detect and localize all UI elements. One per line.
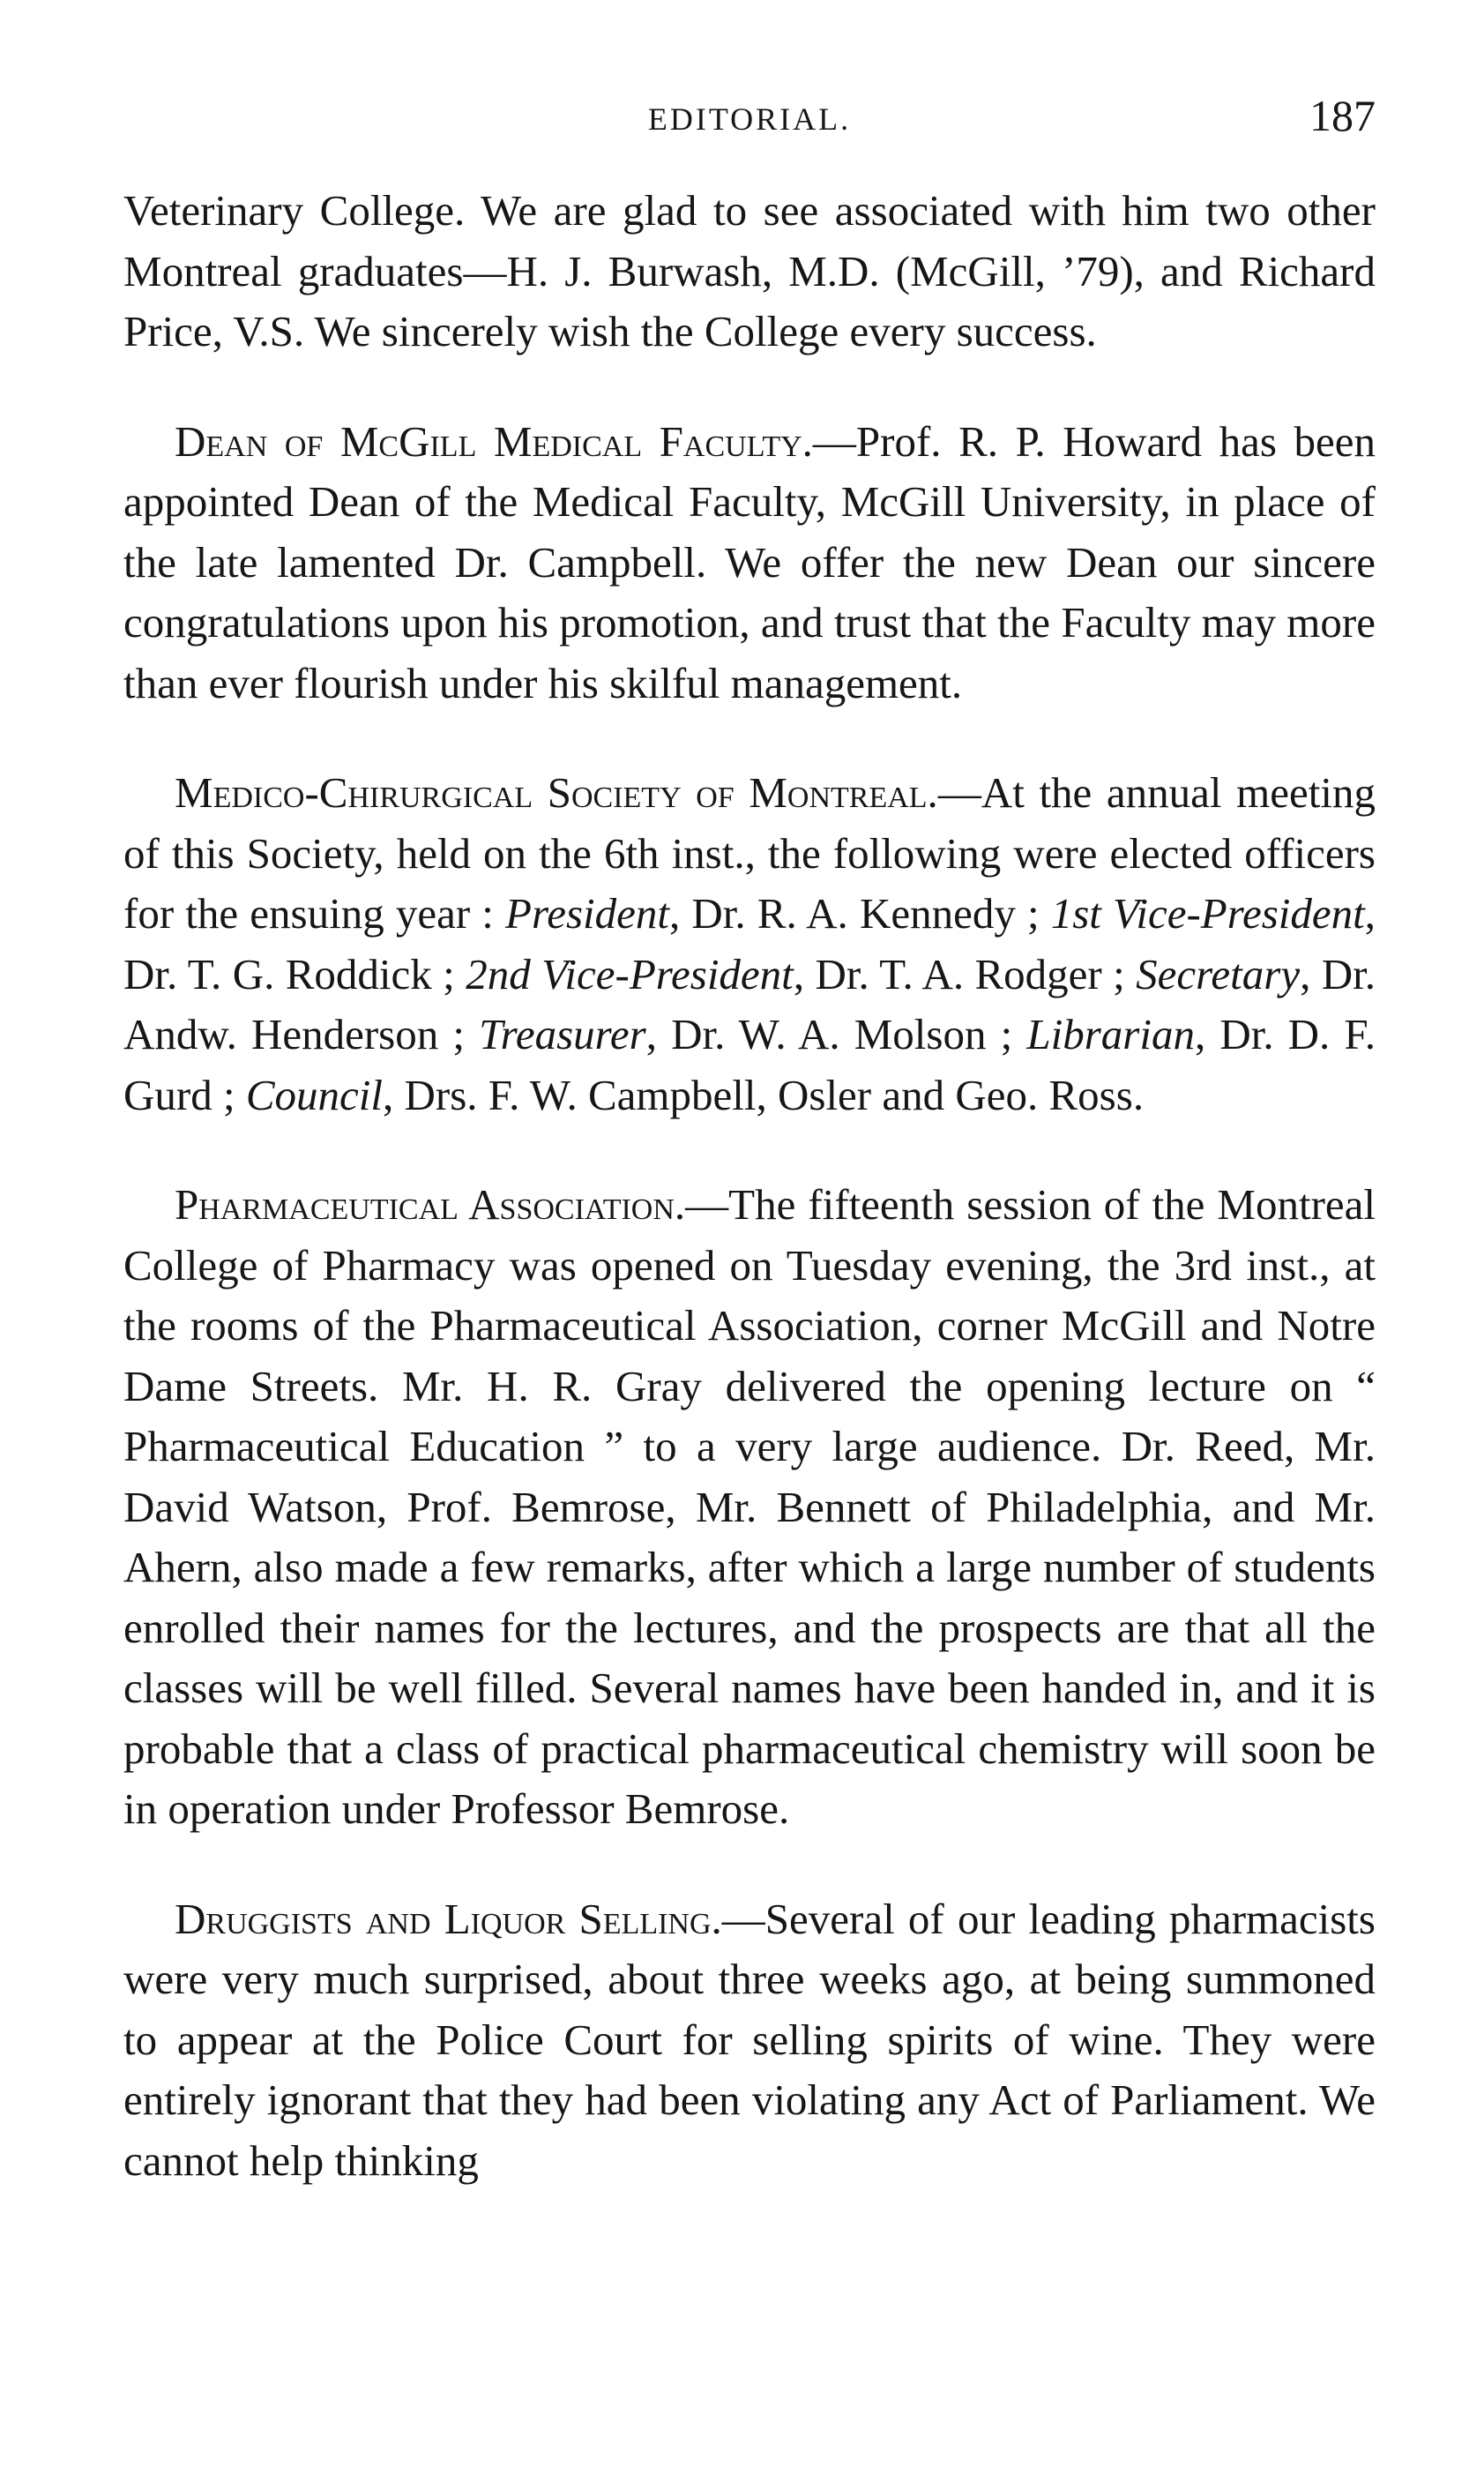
paragraph-text: —At the annual meeting of this Society, held on the 6th inst., the following were elected officers for the ensuing year :: [123, 768, 1376, 938]
officer-title-1st-vice-president: 1st Vice-President: [1050, 889, 1365, 938]
officer-title-2nd-vice-president: 2nd Vice-President: [466, 949, 794, 998]
officer-title-librarian: Librarian: [1026, 1010, 1195, 1058]
paragraph-druggists-liquor-selling: [123, 1889, 1376, 2192]
page-number: 187: [1309, 91, 1376, 140]
officer-title-council: Council: [245, 1070, 383, 1119]
editorial-body: [123, 181, 1376, 2191]
running-head: EDITORIAL.: [647, 101, 852, 137]
officer-name: , Dr. W. A. Molson ;: [645, 1010, 1027, 1058]
officer-name: , Dr. Andw. Henderson ;: [123, 949, 1376, 1058]
officer-title-secretary: Secretary: [1136, 949, 1301, 998]
paragraph-text: —The fifteenth session of the Montreal College of Pharmacy was opened on Tuesday evening, the 3rd inst., at the rooms of the Pharmaceutical Association, corner McGill and Notre Dame Streets. Mr. H. R. Gray delivered the opening lecture on “ Pharmaceutical Education ” to a very large audience. Dr. Reed, Mr. David Watson, Prof. Bemrose, Mr. Bennett of Philadelphia, and Mr. Ahern, also made a few remarks, after which a large number of students enrolled their names for the lectures, and the prospects are that all the classes will be well filled. Several names have been handed in, and it is probable that a class of practical pharmaceutical chemistry will soon be in operation under Professor Bemrose.: [123, 1180, 1376, 1833]
officer-name: , Dr. R. A. Kennedy ;: [669, 889, 1051, 938]
officer-title-president: President: [505, 889, 670, 938]
section-heading: Pharmaceutical Association.: [175, 1180, 686, 1229]
officer-name: , Drs. F. W. Campbell, Osler and Geo. Ross.: [383, 1070, 1145, 1119]
officer-title-treasurer: Treasurer: [479, 1010, 646, 1058]
section-heading: Druggists and Liquor Selling.: [175, 1894, 722, 1943]
officer-name: , Dr. T. G. Roddick ;: [123, 889, 1376, 998]
officer-name: , Dr. D. F. Gurd ;: [123, 1010, 1376, 1119]
paragraph-text: —Prof. R. P. Howard has been appointed Dean of the Medical Faculty, McGill University, in place of the late lamented Dr. Campbell. We offer the new Dean our sincere congratulations upon his promotion, and trust that the Faculty may more than ever flourish under his skilful management.: [123, 416, 1376, 707]
page-header: [123, 90, 1376, 143]
section-heading: Medico-Chirurgical Society of Montreal.: [175, 768, 938, 817]
officer-name: , Dr. T. A. Rodger ;: [793, 949, 1137, 998]
paragraph-text: —Several of our leading pharmacists were very much surprised, about three weeks ago, at being summoned to appear at the Police Court for selling spirits of wine. They were entirely ignorant that they had been violating any Act of Parliament. We cannot help thinking: [123, 1894, 1376, 2185]
paragraph-dean-of-mcgill: [123, 412, 1376, 714]
paragraph-text: Veterinary College. We are glad to see associated with him two other Montreal graduates—H. J. Burwash, M.D. (McGill, ’79), and Richard Price, V.S. We sincerely wish the College every success.: [123, 186, 1376, 355]
section-heading: Dean of McGill Medical Faculty.: [175, 416, 813, 466]
paragraph-pharmaceutical-association: [123, 1175, 1376, 1840]
paragraph-medico-chirurgical-society: [123, 763, 1376, 1125]
paragraph-veterinary-college: [123, 181, 1376, 363]
